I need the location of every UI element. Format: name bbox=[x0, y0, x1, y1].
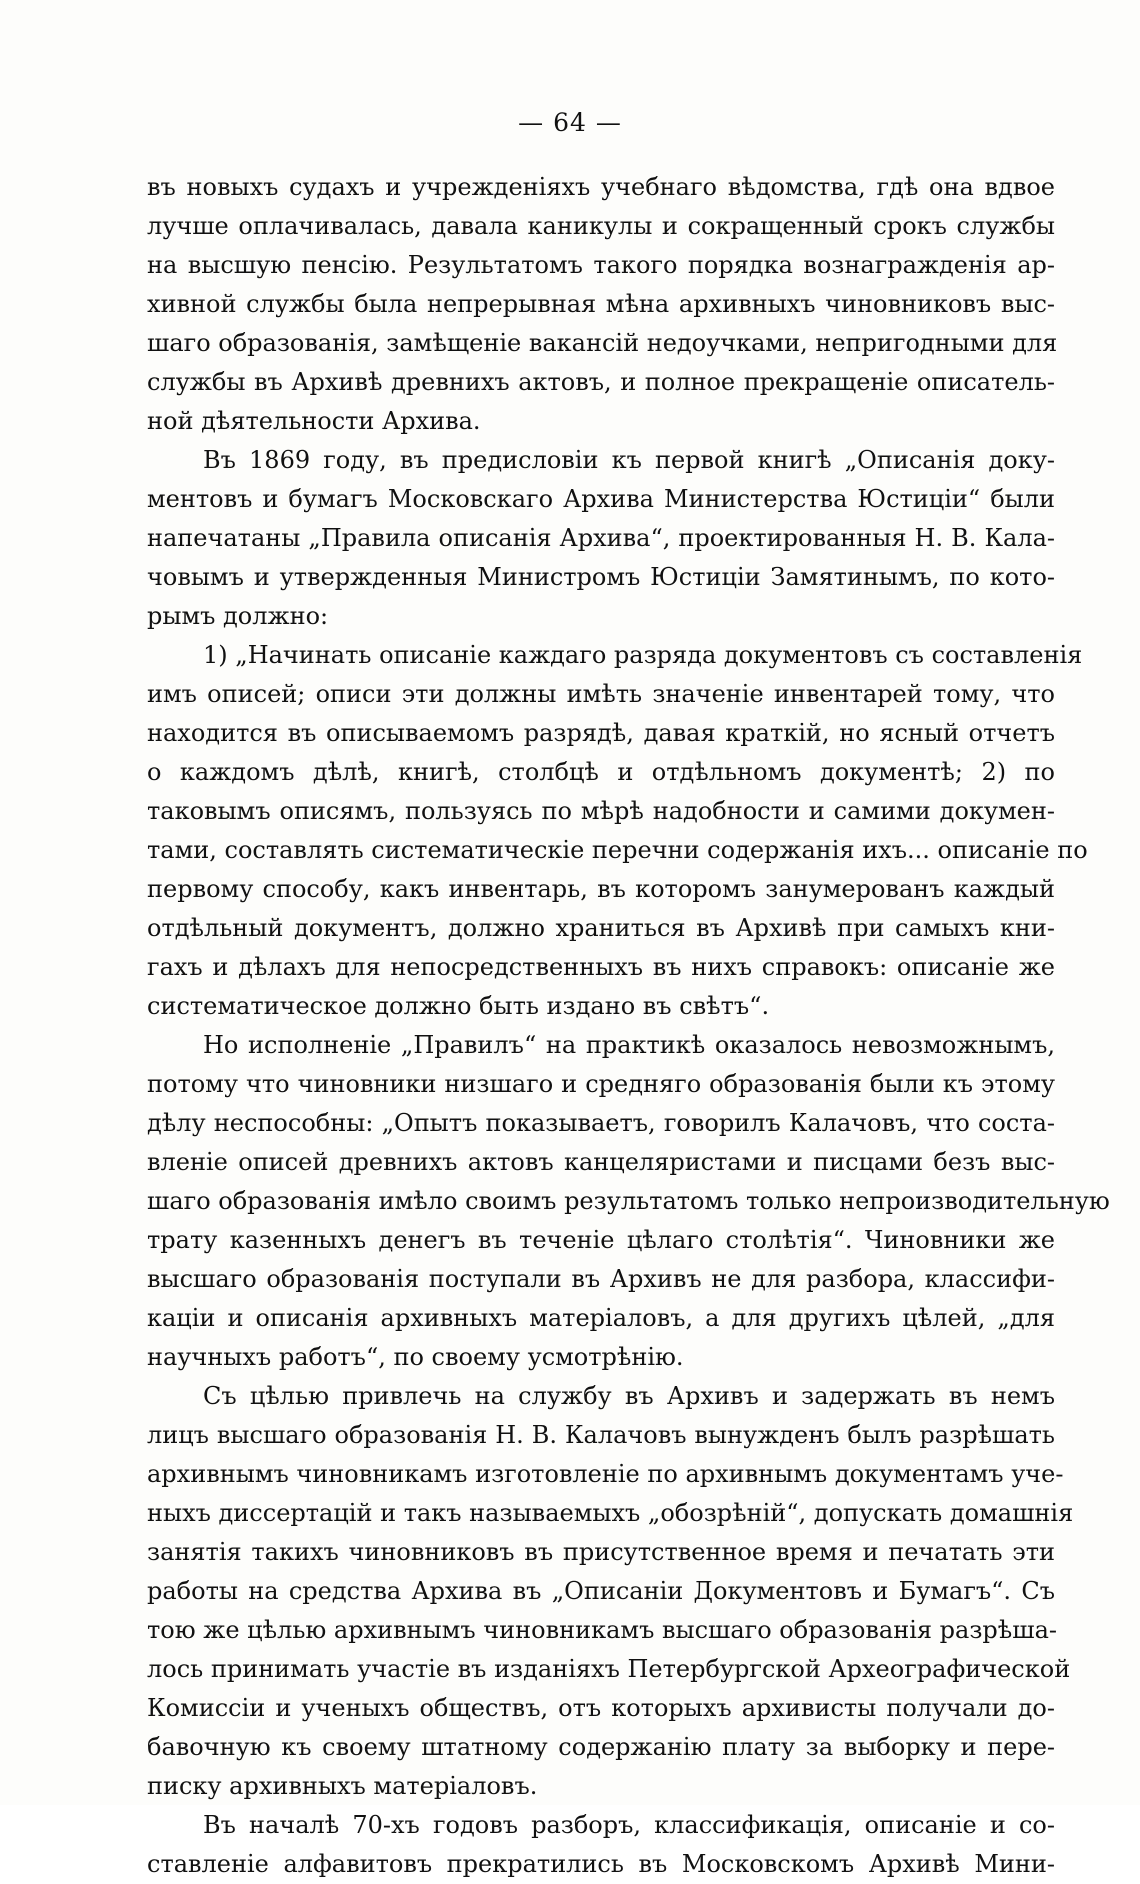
text-line: напечатаны „Правила описанія Архива“, проектированныя Н. В. Кала- bbox=[147, 524, 1055, 552]
text-line: бавочную къ своему штатному содержанію плату за выборку и пере- bbox=[147, 1733, 1055, 1761]
text-line: тами, составлять систематическіе перечни содержанія ихъ... описаніе по bbox=[147, 836, 1088, 864]
text-line: архивнымъ чиновникамъ изготовленіе по архивнымъ документамъ уче- bbox=[147, 1460, 1064, 1488]
text-line: Комиссіи и ученыхъ обществъ, отъ которыхъ архивисты получали до- bbox=[147, 1694, 1055, 1722]
text-line: вленіе описей древнихъ актовъ канцеляристами и писцами безъ выс- bbox=[147, 1148, 1055, 1176]
text-line: высшаго образованія поступали въ Архивъ не для разбора, классифи- bbox=[147, 1265, 1055, 1293]
text-line: дѣлу неспособны: „Опытъ показываетъ, говорилъ Калачовъ, что соста- bbox=[147, 1109, 1055, 1137]
text-line: лучше оплачивалась, давала каникулы и сокращенный срокъ службы bbox=[147, 212, 1055, 240]
paragraph-3-quoted-rules bbox=[147, 636, 1088, 1026]
text-line: ной дѣятельности Архива. bbox=[147, 407, 481, 435]
text-line: находится въ описываемомъ разрядѣ, давая краткій, но ясный отчетъ bbox=[147, 719, 1055, 747]
text-line: на высшую пенсію. Результатомъ такого порядка вознагражденія ар- bbox=[147, 251, 1055, 279]
text-line: човымъ и утвержденныя Министромъ Юстиціи Замятинымъ, по кото- bbox=[147, 563, 1055, 591]
text-line: въ новыхъ судахъ и учрежденіяхъ учебнаго вѣдомства, гдѣ она вдвое bbox=[147, 173, 1055, 201]
text-line: лось принимать участіе въ изданіяхъ Петербургской Археографической bbox=[147, 1655, 1071, 1683]
text-line: Въ началѣ 70-хъ годовъ разборъ, классификація, описаніе и со- bbox=[203, 1811, 1055, 1839]
text-line: лицъ высшаго образованія Н. В. Калачовъ вынужденъ былъ разрѣшать bbox=[147, 1421, 1055, 1449]
text-line: писку архивныхъ матеріаловъ. bbox=[147, 1772, 538, 1800]
page-number: — 64 — bbox=[518, 108, 622, 137]
text-line: шаго образованія, замѣщеніе вакансій недоучками, непригодными для bbox=[147, 329, 1058, 357]
text-line: Но исполненіе „Правилъ“ на практикѣ оказалось невозможнымъ, bbox=[203, 1031, 1055, 1059]
text-line: отдѣльный документъ, должно храниться въ Архивѣ при самыхъ кни- bbox=[147, 914, 1055, 942]
text-line: трату казенныхъ денегъ въ теченіе цѣлаго столѣтія“. Чиновники же bbox=[147, 1226, 1055, 1254]
text-line: хивной службы была непрерывная мѣна архивныхъ чиновниковъ выс- bbox=[147, 290, 1055, 318]
text-line: имъ описей; описи эти должны имѣть значеніе инвентарей тому, что bbox=[147, 680, 1055, 708]
text-line: научныхъ работъ“, по своему усмотрѣнію. bbox=[147, 1343, 684, 1371]
text-line: каціи и описанія архивныхъ матеріаловъ, а для другихъ цѣлей, „для bbox=[147, 1304, 1055, 1332]
text-line: первому способу, какъ инвентарь, въ которомъ занумерованъ каждый bbox=[147, 875, 1055, 903]
paragraph-2 bbox=[147, 441, 1055, 636]
paragraph-5 bbox=[147, 1377, 1074, 1806]
text-line: гахъ и дѣлахъ для непосредственныхъ въ нихъ справокъ: описаніе же bbox=[147, 953, 1055, 981]
text-line: Въ 1869 году, въ предисловіи къ первой книгѣ „Описанія доку- bbox=[203, 446, 1055, 474]
text-line: таковымъ описямъ, пользуясь по мѣрѣ надобности и самими докумен- bbox=[147, 797, 1055, 825]
paragraph-1 bbox=[147, 168, 1058, 441]
text-line: работы на средства Архива въ „Описаніи Документовъ и Бумагъ“. Съ bbox=[147, 1577, 1055, 1605]
text-line: занятія такихъ чиновниковъ въ присутственное время и печатать эти bbox=[147, 1538, 1055, 1566]
paragraph-4 bbox=[147, 1026, 1110, 1377]
text-line: шаго образованія имѣло своимъ результатомъ только непроизводительную bbox=[147, 1187, 1110, 1215]
text-line: тою же цѣлью архивнымъ чиновникамъ высшаго образованія разрѣша- bbox=[147, 1616, 1057, 1644]
text-line: ставленіе алфавитовъ прекратились въ Московскомъ Архивѣ Мини- bbox=[147, 1850, 1055, 1878]
body-text bbox=[147, 168, 1110, 1884]
text-line: службы въ Архивѣ древнихъ актовъ, и полное прекращеніе описатель- bbox=[147, 368, 1055, 396]
text-line: ныхъ диссертацій и такъ называемыхъ „обозрѣній“, допускать домашнія bbox=[147, 1499, 1074, 1527]
text-line: ментовъ и бумагъ Московскаго Архива Министерства Юстиціи“ были bbox=[147, 485, 1055, 513]
text-line: о каждомъ дѣлѣ, книгѣ, столбцѣ и отдѣльномъ документѣ; 2) по bbox=[147, 758, 1055, 786]
text-line: потому что чиновники низшаго и средняго образованія были къ этому bbox=[147, 1070, 1055, 1098]
paragraph-6 bbox=[147, 1806, 1055, 1884]
text-line: рымъ должно: bbox=[147, 602, 329, 630]
text-line: систематическое должно быть издано въ свѣтъ“. bbox=[147, 992, 770, 1020]
text-line: 1) „Начинать описаніе каждаго разряда документовъ съ составленія bbox=[203, 641, 1083, 669]
text-line: Съ цѣлью привлечь на службу въ Архивъ и задержать въ немъ bbox=[203, 1382, 1055, 1410]
